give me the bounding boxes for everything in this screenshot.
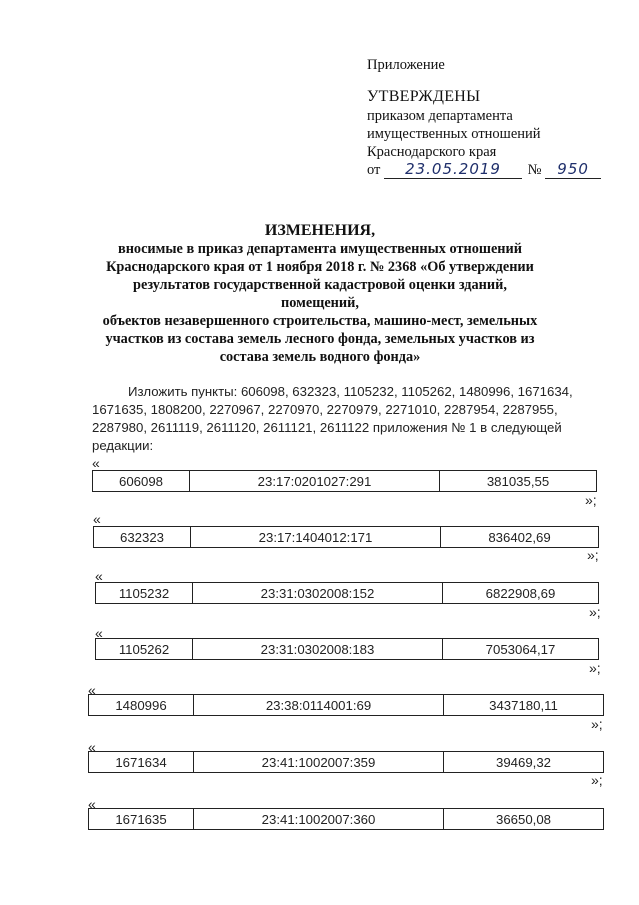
table-row xyxy=(95,582,599,604)
intro-paragraph xyxy=(92,383,597,455)
open-quote: « xyxy=(88,682,96,698)
open-quote: « xyxy=(88,739,96,755)
row-number: 1480996 xyxy=(89,695,194,715)
table-row xyxy=(88,751,604,773)
cadastral-value: 39469,32 xyxy=(495,755,551,770)
open-quote: « xyxy=(88,796,96,812)
cadastral-value: 836402,69 xyxy=(488,530,551,545)
table-row xyxy=(95,638,599,660)
intro-line: редакции: xyxy=(92,438,154,453)
annex-label: Приложение xyxy=(367,57,445,73)
row-number: 1105232 xyxy=(96,583,193,603)
row-number: 1671635 xyxy=(89,809,194,829)
row-number: 632323 xyxy=(94,527,191,547)
close-quote: »; xyxy=(589,604,601,620)
cadastral-value: 6822908,69 xyxy=(485,586,556,601)
cadastral-value: 7053064,17 xyxy=(485,642,556,657)
row-number: 1671634 xyxy=(89,752,194,772)
subtitle-line: Краснодарского края от 1 ноября 2018 г. № 2368 «Об утверждении xyxy=(106,259,534,275)
cadastral-value: 3437180,11 xyxy=(489,698,558,713)
cadastral-number: 23:17:0201027:291 xyxy=(190,471,440,491)
subtitle-line: результатов государственной кадастровой оценки зданий, помещений, xyxy=(133,277,507,311)
document-title: ИЗМЕНЕНИЯ, xyxy=(264,222,376,239)
order-date-line xyxy=(367,160,601,179)
cadastral-number: 23:41:1002007:360 xyxy=(194,809,444,829)
intro-line: Изложить пункты: 606098, 632323, 1105232, 1105262, 1480996, 1671634, xyxy=(128,384,573,399)
approved-line-2: имущественных отношений xyxy=(367,126,541,142)
cadastral-number: 23:17:1404012:171 xyxy=(191,527,441,547)
cadastral-value: 36650,08 xyxy=(495,812,551,827)
approved-line-3: Краснодарского края xyxy=(367,144,497,160)
close-quote: »; xyxy=(591,716,603,732)
approved-line-1: приказом департамента xyxy=(367,108,513,124)
row-number: 1105262 xyxy=(96,639,193,659)
intro-line: 1671635, 1808200, 2270967, 2270970, 2270979, 2271010, 2287954, 2287955, xyxy=(92,402,558,417)
open-quote: « xyxy=(93,511,101,527)
approved-heading: УТВЕРЖДЕНЫ xyxy=(367,88,481,105)
document-subtitle xyxy=(100,240,540,366)
close-quote: »; xyxy=(587,547,599,563)
table-row xyxy=(88,808,604,830)
cadastral-number: 23:41:1002007:359 xyxy=(194,752,444,772)
row-number: 606098 xyxy=(93,471,190,491)
table-row xyxy=(92,470,597,492)
date-prefix: от xyxy=(367,162,381,178)
subtitle-line: объектов незавершенного строительства, машино-мест, земельных xyxy=(102,313,538,329)
table-row xyxy=(88,694,604,716)
subtitle-line: вносимые в приказ департамента имущественных отношений xyxy=(117,241,523,257)
cadastral-number: 23:31:0302008:152 xyxy=(193,583,443,603)
order-date-handwritten: 23.05.2019 xyxy=(384,160,522,179)
close-quote: »; xyxy=(591,772,603,788)
intro-line: 2287980, 2611119, 2611120, 2611121, 2611122 приложения № 1 в следующей xyxy=(92,420,562,435)
cadastral-number: 23:31:0302008:183 xyxy=(193,639,443,659)
open-quote: « xyxy=(92,455,100,471)
cadastral-number: 23:38:0114001:69 xyxy=(194,695,444,715)
close-quote: »; xyxy=(589,660,601,676)
subtitle-line: состава земель водного фонда» xyxy=(219,349,421,365)
open-quote: « xyxy=(95,625,103,641)
close-quote: »; xyxy=(585,492,597,508)
order-number-handwritten: 950 xyxy=(545,160,601,179)
subtitle-line: участков из состава земель лесного фонда, земельных участков из xyxy=(105,331,535,347)
cadastral-value: 381035,55 xyxy=(486,474,550,489)
number-prefix: № xyxy=(527,162,542,178)
open-quote: « xyxy=(95,568,103,584)
table-row xyxy=(93,526,599,548)
